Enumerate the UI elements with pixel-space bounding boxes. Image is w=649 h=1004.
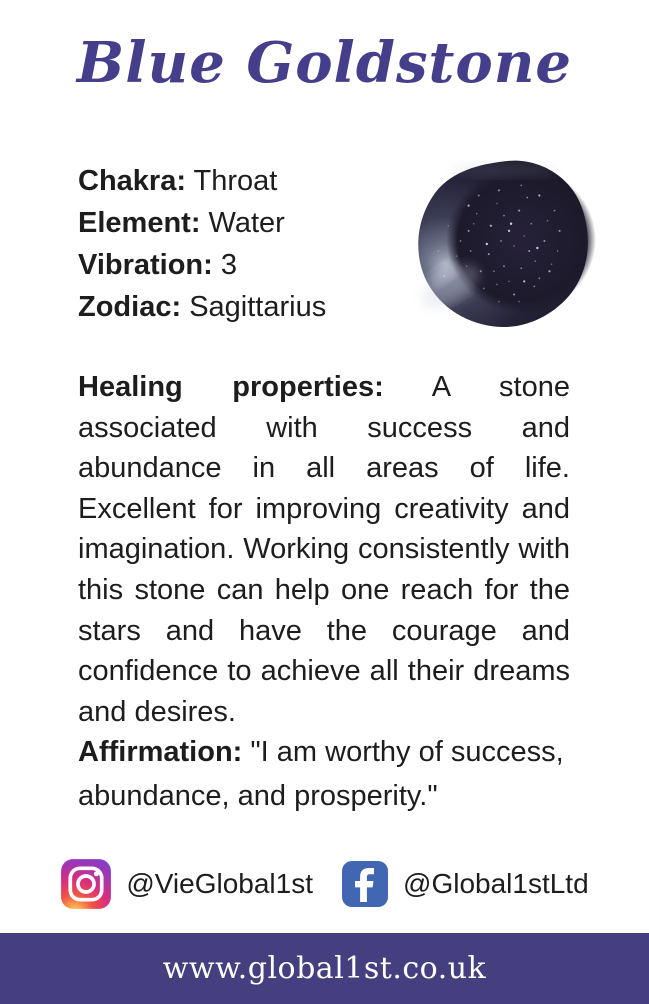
instagram-group [60,858,313,910]
property-label: Vibration: [78,249,213,281]
property-row-zodiac [78,286,326,328]
website-url: www.global1st.co.uk [162,951,487,986]
card-title: Blue Goldstone [76,30,573,96]
healing-properties-text: A stone associated with success and abundance in all areas of life. Excellent for improving creativity and imagination. Working consistently with this stone can help one reach for the stars and have the courage and confidence to achieve all their dreams and desires. [78,371,570,728]
property-label: Chakra: [78,165,186,197]
instagram-icon [60,858,112,910]
property-value: Sagittarius [189,291,327,323]
affirmation-text: "I am worthy of success, abundance, and prosperity." [78,736,564,812]
facebook-group [341,860,589,908]
stone-photo [408,154,600,338]
property-value: 3 [220,249,238,281]
instagram-handle: @VieGlobal1st [126,868,314,899]
stone-image [408,154,600,338]
footer-bar [0,933,649,1004]
property-label: Element: [78,207,201,239]
property-value: Throat [193,165,278,197]
property-label: Zodiac: [78,291,182,323]
facebook-icon [341,860,389,908]
property-row-chakra [78,160,326,202]
property-row-element [78,202,326,244]
healing-properties-paragraph [78,367,570,732]
properties-list [78,160,326,328]
property-value: Water [208,207,285,239]
facebook-handle: @Global1stLtd [403,868,589,899]
affirmation-label: Affirmation: [78,736,243,768]
property-row-vibration [78,244,326,286]
healing-properties-label: Healing properties: [78,371,384,403]
affirmation-paragraph [78,730,578,818]
social-media-row [0,858,649,910]
